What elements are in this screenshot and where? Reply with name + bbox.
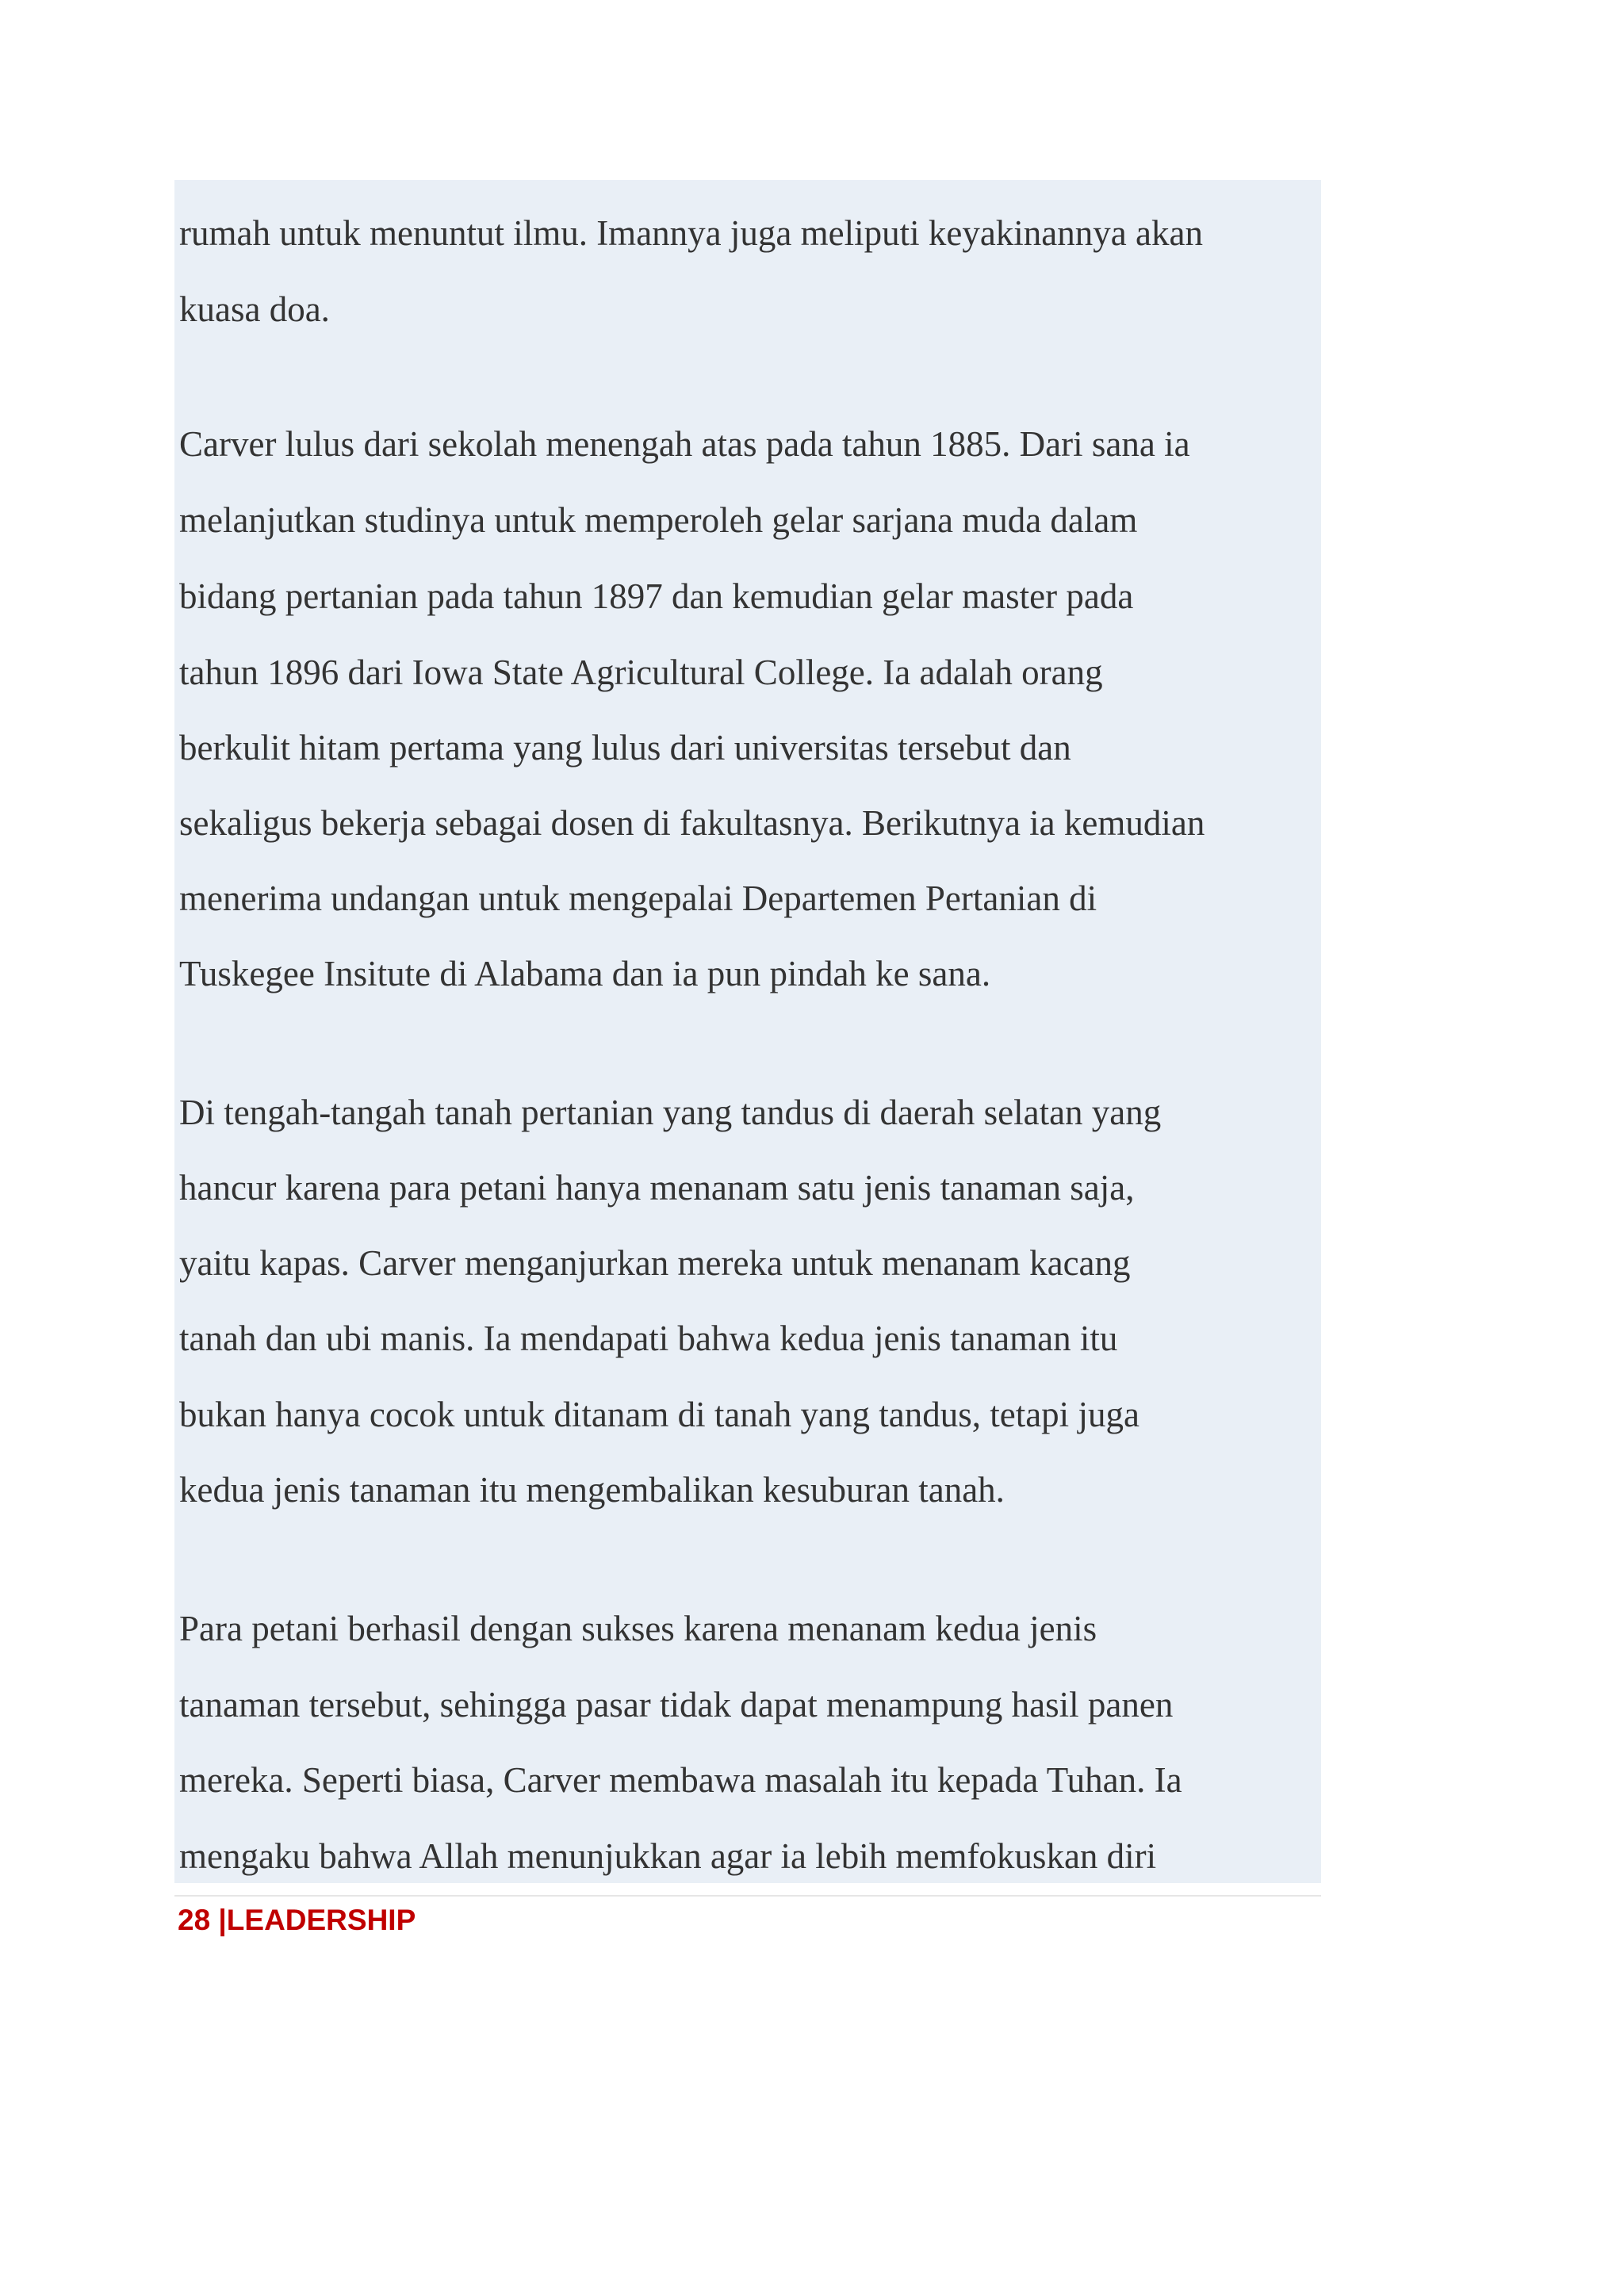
paragraph-3-line-5: bukan hanya cocok untuk ditanam di tanah yang tandus, tetapi juga: [179, 1395, 1139, 1434]
paragraph-3-line-6: kedua jenis tanaman itu mengembalikan kesuburan tanah.: [179, 1470, 1005, 1510]
paragraph-3-line-3: yaitu kapas. Carver menganjurkan mereka untuk menanam kacang: [179, 1243, 1131, 1283]
page-number-footer: 28 |LEADERSHIP: [178, 1904, 416, 1936]
paragraph-3-line-4: tanah dan ubi manis. Ia mendapati bahwa kedua jenis tanaman itu: [179, 1319, 1118, 1358]
paragraph-2-line-2: melanjutkan studinya untuk memperoleh gelar sarjana muda dalam: [179, 500, 1138, 540]
paragraph-4-line-4: mengaku bahwa Allah menunjukkan agar ia lebih memfokuskan diri: [179, 1836, 1157, 1876]
paragraph-2-line-6: sekaligus bekerja sebagai dosen di fakultasnya. Berikutnya ia kemudian: [179, 803, 1205, 843]
paragraph-2-line-1: Carver lulus dari sekolah menengah atas pada tahun 1885. Dari sana ia: [179, 424, 1190, 464]
paragraph-2-line-4: tahun 1896 dari Iowa State Agricultural College. Ia adalah orang: [179, 653, 1103, 692]
paragraph-3-line-2: hancur karena para petani hanya menanam satu jenis tanaman saja,: [179, 1168, 1135, 1208]
paragraph-2-line-7: menerima undangan untuk mengepalai Departemen Pertanian di: [179, 879, 1097, 918]
paragraph-4-line-2: tanaman tersebut, sehingga pasar tidak dapat menampung hasil panen: [179, 1685, 1174, 1725]
paragraph-2-line-3: bidang pertanian pada tahun 1897 dan kemudian gelar master pada: [179, 576, 1134, 616]
paragraph-2-line-8: Tuskegee Insitute di Alabama dan ia pun pindah ke sana.: [179, 954, 991, 993]
footer-divider: [174, 1895, 1321, 1897]
paragraph-3-line-1: Di tengah-tangah tanah pertanian yang tandus di daerah selatan yang: [179, 1093, 1162, 1132]
paragraph-4-line-1: Para petani berhasil dengan sukses karena menanam kedua jenis: [179, 1609, 1097, 1648]
paragraph-4-line-3: mereka. Seperti biasa, Carver membawa masalah itu kepada Tuhan. Ia: [179, 1760, 1182, 1800]
paragraph-1-line-2: kuasa doa.: [179, 289, 330, 329]
paragraph-2-line-5: berkulit hitam pertama yang lulus dari universitas tersebut dan: [179, 728, 1071, 768]
paragraph-1-line-1: rumah untuk menuntut ilmu. Imannya juga meliputi keyakinannya akan: [179, 213, 1203, 253]
